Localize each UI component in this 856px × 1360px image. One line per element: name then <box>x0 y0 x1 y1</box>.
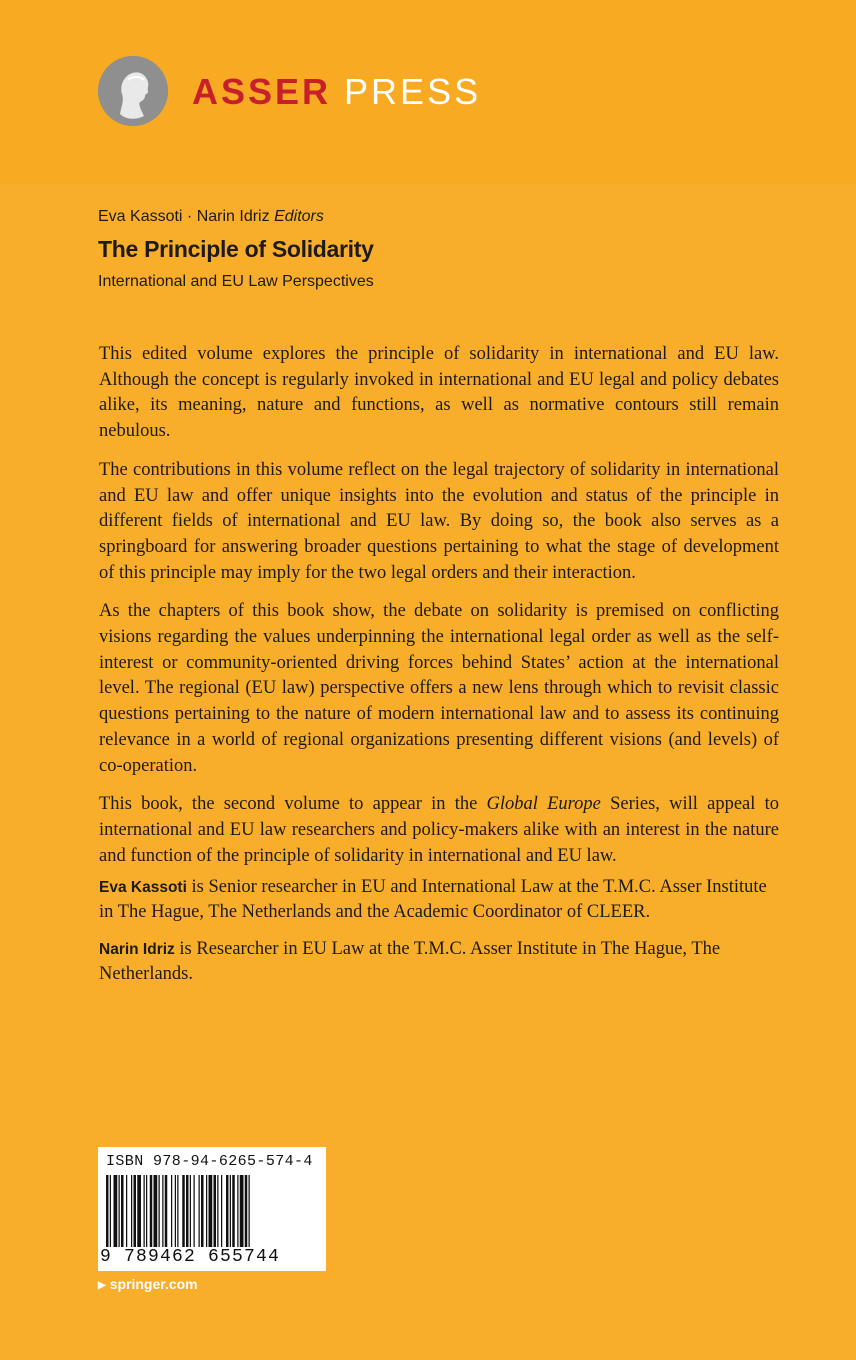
description <box>99 342 779 882</box>
publisher-name-asser: ASSER <box>192 71 332 112</box>
publisher-logo-text <box>192 70 481 114</box>
website-url: springer.com <box>109 1276 198 1292</box>
editors-role: Editors <box>274 208 324 225</box>
website-link[interactable] <box>98 1276 198 1292</box>
description-paragraph-4 <box>99 792 779 869</box>
series-sentence-end: Series, will appeal to international and EU law researchers and policy-makers alike with an interest in the nature and function of the principle of solidarity in international and EU law. <box>99 794 779 866</box>
bio-name: Narin Idriz <box>99 941 175 958</box>
book-subtitle: International and EU Law Perspectives <box>98 273 374 290</box>
editors-line <box>98 208 324 226</box>
bio-narin-idriz <box>99 937 779 987</box>
editor-bios <box>99 875 779 999</box>
description-paragraph-2: The contributions in this volume reflect on the legal trajectory of solidarity in international and EU law and offer unique insights into the evolution and status of the principle in different fields of international and EU law. By doing so, the book also serves as a springboard for answering broader questions pertaining to what the stage of development of this principle may imply for the two legal orders and their interaction. <box>99 459 779 583</box>
editors-names: Eva Kassoti · Narin Idriz <box>98 208 270 225</box>
bio-name: Eva Kassoti <box>99 879 187 896</box>
bio-eva-kassoti <box>99 875 779 925</box>
barcode-icon <box>106 1175 318 1247</box>
barcode-digits: 9 789462 655744 <box>100 1247 281 1267</box>
triangle-right-icon: ▶ <box>98 1280 106 1291</box>
bio-text: is Senior researcher in EU and International Law at the T.M.C. Asser Institute in The Hague, The Netherlands and the Academic Coordinator of CLEER. <box>99 877 767 922</box>
isbn-barcode-box <box>98 1147 326 1271</box>
publisher-name-press: PRESS <box>344 71 482 112</box>
isbn-label: ISBN 978-94-6265-574-4 <box>106 1153 313 1170</box>
series-sentence-start: This book, the second volume to appear in the <box>99 794 487 815</box>
description-paragraph-1: This edited volume explores the principle of solidarity in international and EU law. Although the concept is regularly invoked in international and EU legal and policy debates alike, its meaning, nature and functions, as well as normative contours still remain nebulous. <box>99 344 779 442</box>
bio-text: is Researcher in EU Law at the T.M.C. Asser Institute in The Hague, The Netherlands. <box>99 939 721 984</box>
series-name: Global Europe <box>486 794 601 815</box>
book-title: The Principle of Solidarity <box>98 236 374 262</box>
description-paragraph-3: As the chapters of this book show, the debate on solidarity is premised on conflicting visions regarding the values underpinning the international legal order as well as the self-interest or community-oriented driving forces behind States’ action at the international level. The regional (EU law) perspective offers a new lens through which to revisit classic questions pertaining to the nature of modern international law and to assess its continuing relevance in a world of regional organizations presenting different visions (and levels) of co-operation. <box>99 601 779 776</box>
portrait-profile-icon <box>98 56 168 126</box>
